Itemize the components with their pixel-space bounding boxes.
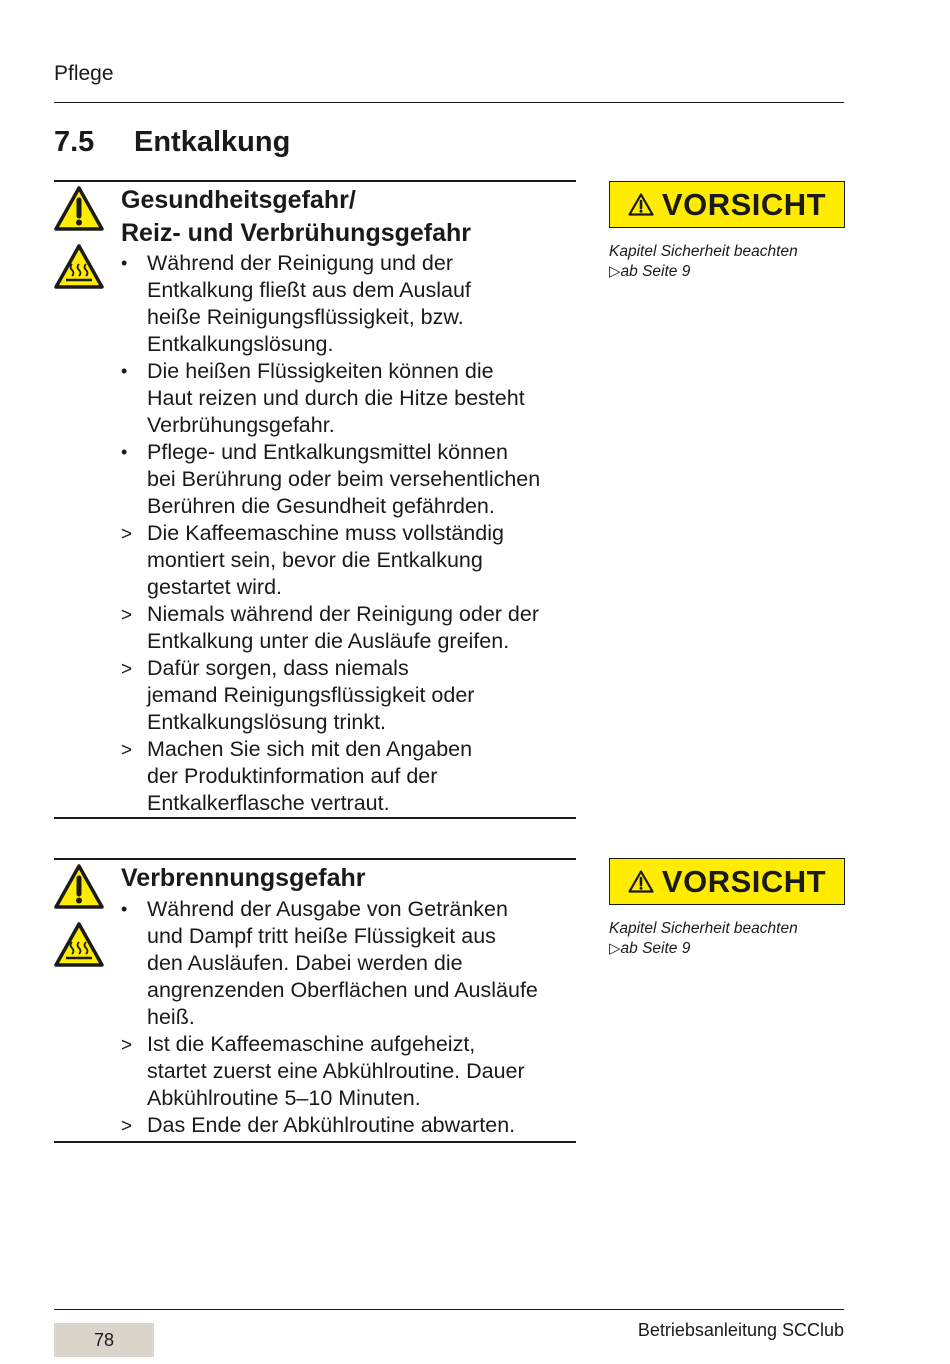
instruction-item — [121, 601, 540, 655]
safety-reference-note — [609, 919, 798, 959]
page-reference-link[interactable]: ab Seite 9 — [620, 940, 691, 957]
hazard-bullet-item — [121, 439, 540, 520]
item-text-line: Berühren die Gesundheit gefährden. — [147, 494, 495, 518]
triangle-right-icon: ▷ — [609, 940, 621, 957]
hazard-bullet-item — [121, 358, 540, 439]
safety-reference-note — [609, 242, 798, 282]
instruction-item — [121, 655, 540, 736]
note-reference[interactable] — [609, 939, 798, 959]
instruction-arrow-icon: > — [121, 740, 133, 761]
hot-surface-icon — [54, 244, 104, 290]
item-text-line: Entkalkungslösung trinkt. — [147, 710, 387, 734]
warning-title — [121, 862, 366, 895]
item-text-line: und Dampf tritt heiße Flüssigkeit aus — [147, 924, 496, 948]
item-text-line: angrenzenden Oberflächen und Ausläufe — [147, 978, 538, 1002]
item-text-line: den Ausläufen. Dabei werden die — [147, 951, 463, 975]
caution-triangle-icon — [628, 870, 654, 893]
footer-divider — [54, 1309, 844, 1310]
hazard-bullet-item — [121, 896, 538, 1031]
item-text-line: Entkalkerflasche vertraut. — [147, 791, 390, 815]
signal-word-box — [609, 858, 845, 905]
hazard-bullet-item — [121, 250, 540, 358]
item-text-line: bei Berührung oder beim versehentlichen — [147, 467, 541, 491]
instruction-item — [121, 1112, 538, 1139]
note-reference[interactable] — [609, 262, 798, 282]
hazard-icons — [54, 864, 104, 980]
section-number: 7.5 — [54, 126, 95, 158]
item-text-line: Dafür sorgen, dass niemals — [147, 656, 409, 680]
warning-block-health — [54, 180, 576, 820]
item-text-line: Während der Ausgabe von Getränken — [147, 897, 508, 921]
signal-word: VORSICHT — [661, 186, 827, 222]
item-text-line: Entkalkung unter die Ausläufe greifen. — [147, 629, 510, 653]
warning-list — [121, 896, 538, 1139]
item-text-line: Haut reizen und durch die Hitze besteht — [147, 386, 525, 410]
instruction-arrow-icon: > — [121, 1035, 133, 1056]
item-text-line: heiß. — [147, 1005, 195, 1029]
signal-word-box — [609, 181, 845, 228]
note-line: Kapitel Sicherheit beachten — [609, 243, 798, 260]
warning-list — [121, 250, 540, 817]
hazard-icons — [54, 186, 104, 302]
warning-title-line: Gesundheitsgefahr/ — [121, 186, 356, 214]
warning-triangle-icon — [54, 864, 104, 910]
item-text-line: Die heißen Flüssigkeiten können die — [147, 359, 494, 383]
item-text-line: der Produktinformation auf der — [147, 764, 438, 788]
block-bottom-rule — [54, 817, 576, 819]
instruction-arrow-icon: > — [121, 1116, 133, 1137]
item-text-line: Entkalkung fließt aus dem Auslauf — [147, 278, 471, 302]
triangle-right-icon: ▷ — [609, 263, 621, 280]
item-text-line: Während der Reinigung und der — [147, 251, 453, 275]
instruction-arrow-icon: > — [121, 659, 133, 680]
instruction-arrow-icon: > — [121, 524, 133, 545]
page-number: 78 — [54, 1323, 154, 1357]
signal-word: VORSICHT — [661, 863, 827, 899]
instruction-item — [121, 1031, 538, 1112]
warning-title-line: Reiz- und Verbrühungsgefahr — [121, 219, 472, 247]
caution-triangle-icon — [628, 193, 654, 216]
item-text-line: Abkühlroutine 5–10 Minuten. — [147, 1086, 421, 1110]
block-bottom-rule — [54, 1141, 576, 1143]
warning-title — [121, 184, 471, 250]
warning-block-burn — [54, 858, 576, 1148]
block-top-rule — [54, 858, 576, 860]
item-text-line: Niemals während der Reinigung oder der — [147, 602, 539, 626]
section-title: Entkalkung — [134, 126, 291, 158]
item-text-line: Verbrühungsgefahr. — [147, 413, 335, 437]
bullet-marker: • — [121, 361, 128, 381]
item-text-line: heiße Reinigungsflüssigkeit, bzw. — [147, 305, 464, 329]
page-reference-link[interactable]: ab Seite 9 — [620, 263, 691, 280]
instruction-item — [121, 736, 540, 817]
note-line: Kapitel Sicherheit beachten — [609, 920, 798, 937]
bullet-marker: • — [121, 442, 128, 462]
item-text-line: jemand Reinigungsflüssigkeit oder — [147, 683, 475, 707]
item-text-line: Machen Sie sich mit den Angaben — [147, 737, 473, 761]
item-text-line: montiert sein, bevor die Entkalkung — [147, 548, 483, 572]
item-text-line: startet zuerst eine Abkühlroutine. Dauer — [147, 1059, 525, 1083]
item-text-line: Das Ende der Abkühlroutine abwarten. — [147, 1113, 516, 1137]
item-text-line: Die Kaffeemaschine muss vollständig — [147, 521, 504, 545]
instruction-arrow-icon: > — [121, 605, 133, 626]
warning-triangle-icon — [54, 186, 104, 232]
item-text-line: Entkalkungslösung. — [147, 332, 334, 356]
bullet-marker: • — [121, 899, 128, 919]
item-text-line: gestartet wird. — [147, 575, 283, 599]
document-title: Betriebsanleitung SCClub — [637, 1320, 844, 1340]
hot-surface-icon — [54, 922, 104, 968]
chapter-label: Pflege — [54, 62, 114, 85]
header-divider — [54, 102, 844, 103]
warning-title-line: Verbrennungsgefahr — [121, 864, 366, 892]
item-text-line: Pflege- und Entkalkungsmittel können — [147, 440, 508, 464]
bullet-marker: • — [121, 253, 128, 273]
instruction-item — [121, 520, 540, 601]
block-top-rule — [54, 180, 576, 182]
item-text-line: Ist die Kaffeemaschine aufgeheizt, — [147, 1032, 476, 1056]
